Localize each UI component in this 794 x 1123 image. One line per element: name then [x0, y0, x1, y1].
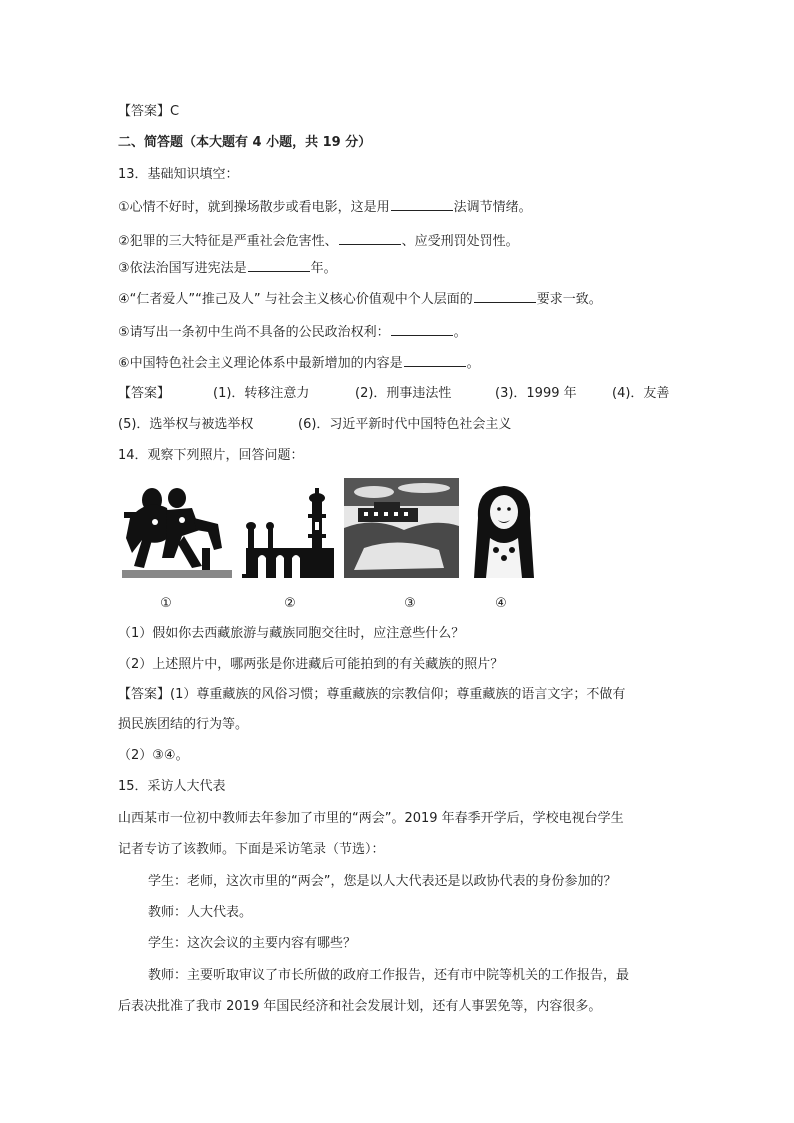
fill-blank	[391, 198, 453, 211]
q15-dialog-4: 教师：主要听取审议了市长所做的政府工作报告，还有市中院等机关的工作报告，最	[148, 968, 630, 983]
item-text: 。	[453, 325, 467, 340]
photo-caption-4: ④	[495, 596, 507, 611]
q14-answer-1	[118, 686, 625, 704]
q15-intro-line2: 记者专访了该教师。下面是采访笔录（节选）：	[118, 842, 385, 857]
q15-intro-line1: 山西某市一位初中教师去年参加了市里的“两会”。2019 年春季开学后，学校电视台学生	[118, 811, 624, 826]
answer-label: 【答案】	[118, 104, 171, 119]
q13-answer-1: (1)．转移注意力	[213, 386, 310, 401]
q13-item-2	[118, 232, 519, 251]
item-text: ①心情不好时，就到操场散步或看电影，这是用	[118, 200, 390, 215]
photo-2	[242, 478, 334, 578]
q13-answer-6: (6)．习近平新时代中国特色社会主义	[298, 417, 512, 432]
q15-dialog-4-cont: 后表决批准了我市 2019 年国民经济和社会发展计划，还有人事罢免等，内容很多。	[118, 999, 602, 1014]
answer-text: (1）尊重藏族的风俗习惯；尊重藏族的宗教信仰；尊重藏族的语言文字；不做有	[170, 687, 626, 702]
photo-3	[344, 478, 459, 578]
q13-item-1	[118, 198, 532, 217]
q14-answer-2: （2）③④。	[118, 748, 189, 763]
fill-blank	[339, 232, 401, 245]
q13-title: 13．基础知识填空：	[118, 167, 239, 182]
item-text: ②犯罪的三大特征是严重社会危害性、	[118, 234, 338, 249]
photo-caption-1: ①	[160, 596, 172, 611]
q14-answer-1-cont: 损民族团结的行为等。	[118, 717, 249, 732]
photo-1	[122, 478, 232, 578]
q13-answer-2: (2)．刑事违法性	[355, 386, 452, 401]
item-text: 年。	[310, 261, 337, 276]
item-text: 。	[466, 356, 480, 371]
q13-answer-label: 【答案】	[118, 386, 171, 401]
photo-caption-3: ③	[404, 596, 416, 611]
prev-answer	[118, 103, 179, 121]
fill-blank	[404, 354, 466, 367]
fill-blank	[391, 323, 453, 336]
q13-answer-5: (5)．选举权与被选举权	[118, 417, 254, 432]
q15-dialog-2: 教师：人大代表。	[148, 905, 253, 920]
item-text: ⑥中国特色社会主义理论体系中最新增加的内容是	[118, 356, 403, 371]
q13-item-3	[118, 259, 337, 278]
item-text: ⑤请写出一条初中生尚不具备的公民政治权利：	[118, 325, 390, 340]
fill-blank	[248, 259, 310, 272]
answer-label: 【答案】	[118, 687, 171, 702]
q13-answer-3: (3)．1999 年	[495, 386, 577, 401]
q13-answer-4: (4)．友善	[612, 386, 670, 401]
item-text: 要求一致。	[536, 292, 602, 307]
q13-item-5	[118, 323, 467, 342]
photo-4	[468, 478, 542, 578]
q14-sub1: （1）假如你去西藏旅游与藏族同胞交往时，应注意些什么？	[118, 626, 465, 641]
item-text: 法调节情绪。	[453, 200, 532, 215]
section-title: 二、简答题（本大题有 4 小题，共 19 分）	[118, 135, 372, 150]
photo-caption-2: ②	[284, 596, 296, 611]
item-text: ③依法治国写进宪法是	[118, 261, 247, 276]
q14-sub2: （2）上述照片中，哪两张是你进藏后可能拍到的有关藏族的照片？	[118, 657, 504, 672]
item-text: 、应受刑罚处罚性。	[401, 234, 519, 249]
q14-title: 14．观察下列照片，回答问题：	[118, 448, 304, 463]
q13-item-6	[118, 354, 480, 373]
fill-blank	[474, 290, 536, 303]
item-text: ④“仁者爱人”“推己及人” 与社会主义核心价值观中个人层面的	[118, 292, 473, 307]
answer-value: C	[170, 104, 180, 119]
q15-title: 15．采访人大代表	[118, 779, 226, 794]
q15-dialog-1: 学生：老师，这次市里的“两会”，您是以人大代表还是以政协代表的身份参加的？	[148, 874, 617, 889]
q15-dialog-3: 学生：这次会议的主要内容有哪些？	[148, 936, 357, 951]
q13-item-4	[118, 290, 602, 309]
